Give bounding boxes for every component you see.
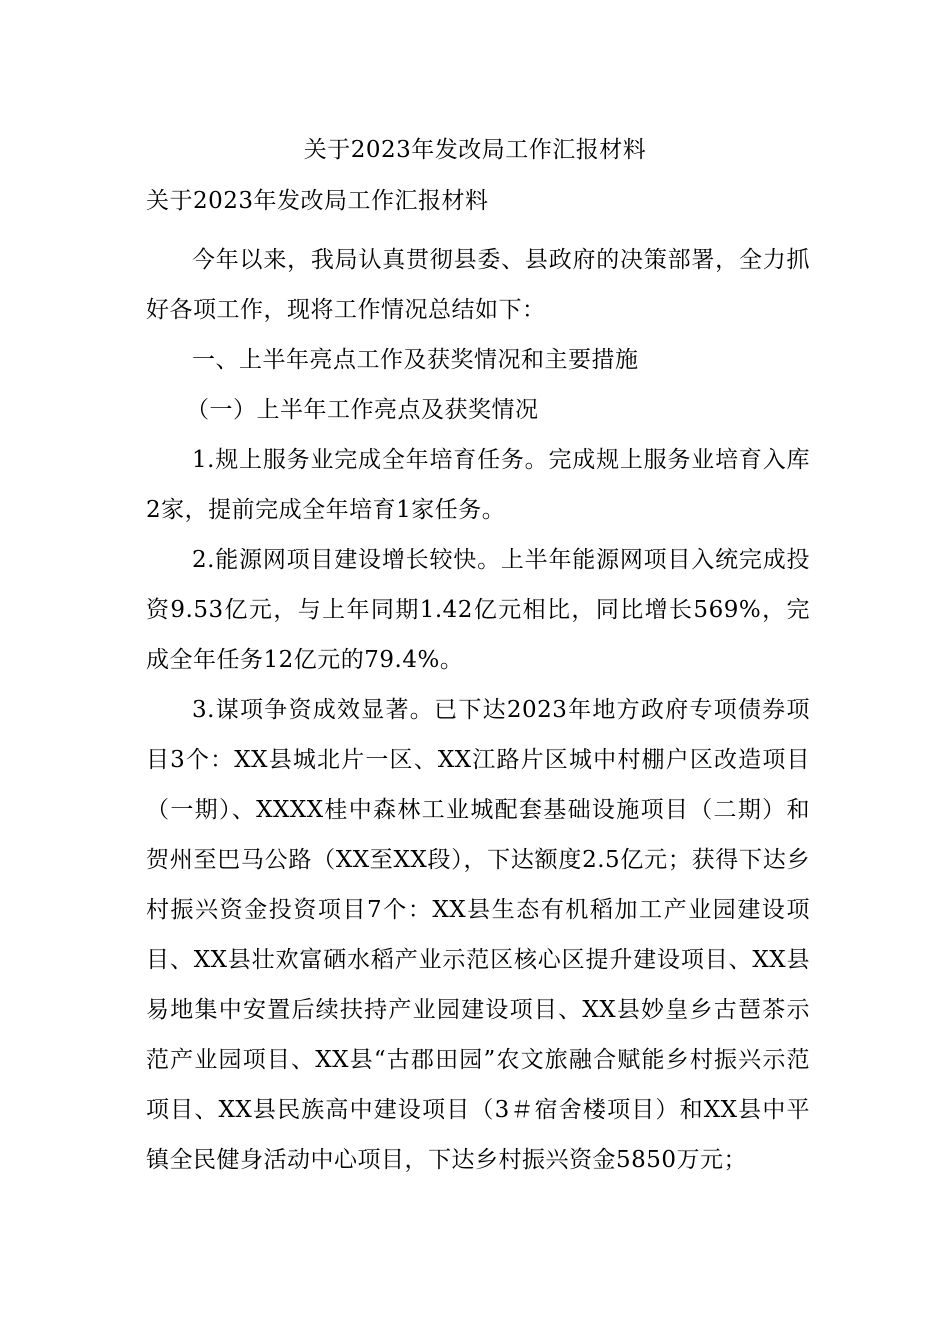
- intro-paragraph: 今年以来，我局认真贯彻县委、县政府的决策部署，全力抓好各项工作，现将工作情况总结如下：: [146, 247, 810, 323]
- paragraph-item-1: 1.规上服务业完成全年培育任务。完成规上服务业培育入库2家，提前完成全年培育1家任务。: [146, 447, 810, 523]
- paragraph-item-2: 2.能源网项目建设增长较快。上半年能源网项目入统完成投资9.53亿元，与上年同期1.42亿元相比，同比增长569%，完成全年任务12亿元的79.4%。: [146, 547, 810, 673]
- section-heading: 一、上半年亮点工作及获奖情况和主要措施: [192, 347, 639, 373]
- document-body: [146, 235, 810, 1185]
- paragraph-item-3: 3.谋项争资成效显著。已下达2023年地方政府专项债券项目3个：XX县城北片一区、XX江路片区城中村棚户区改造项目（一期）、XXXX桂中森林工业城配套基础设施项目（二期）和贺州至巴马公路（XX至XX段），下达额度2.5亿元；获得下达乡村振兴资金投资项目7个：XX县生态有机稻加工产业园建设项目、XX县壮欢富硒水稻产业示范区核心区提升建设项目、XX县易地集中安置后续扶持产业园建设项目、XX县妙皇乡古琶茶示范产业园项目、XX县“古郡田园”农文旅融合赋能乡村振兴示范项目、XX县民族高中建设项目（3＃宿舍楼项目）和XX县中平镇全民健身活动中心项目，下达乡村振兴资金5850万元；: [146, 697, 810, 1173]
- document-subtitle: 关于2023年发改局工作汇报材料: [146, 188, 489, 214]
- section-subheading: （一）上半年工作亮点及获奖情况: [186, 397, 539, 423]
- page-title: 关于2023年发改局工作汇报材料: [303, 137, 647, 163]
